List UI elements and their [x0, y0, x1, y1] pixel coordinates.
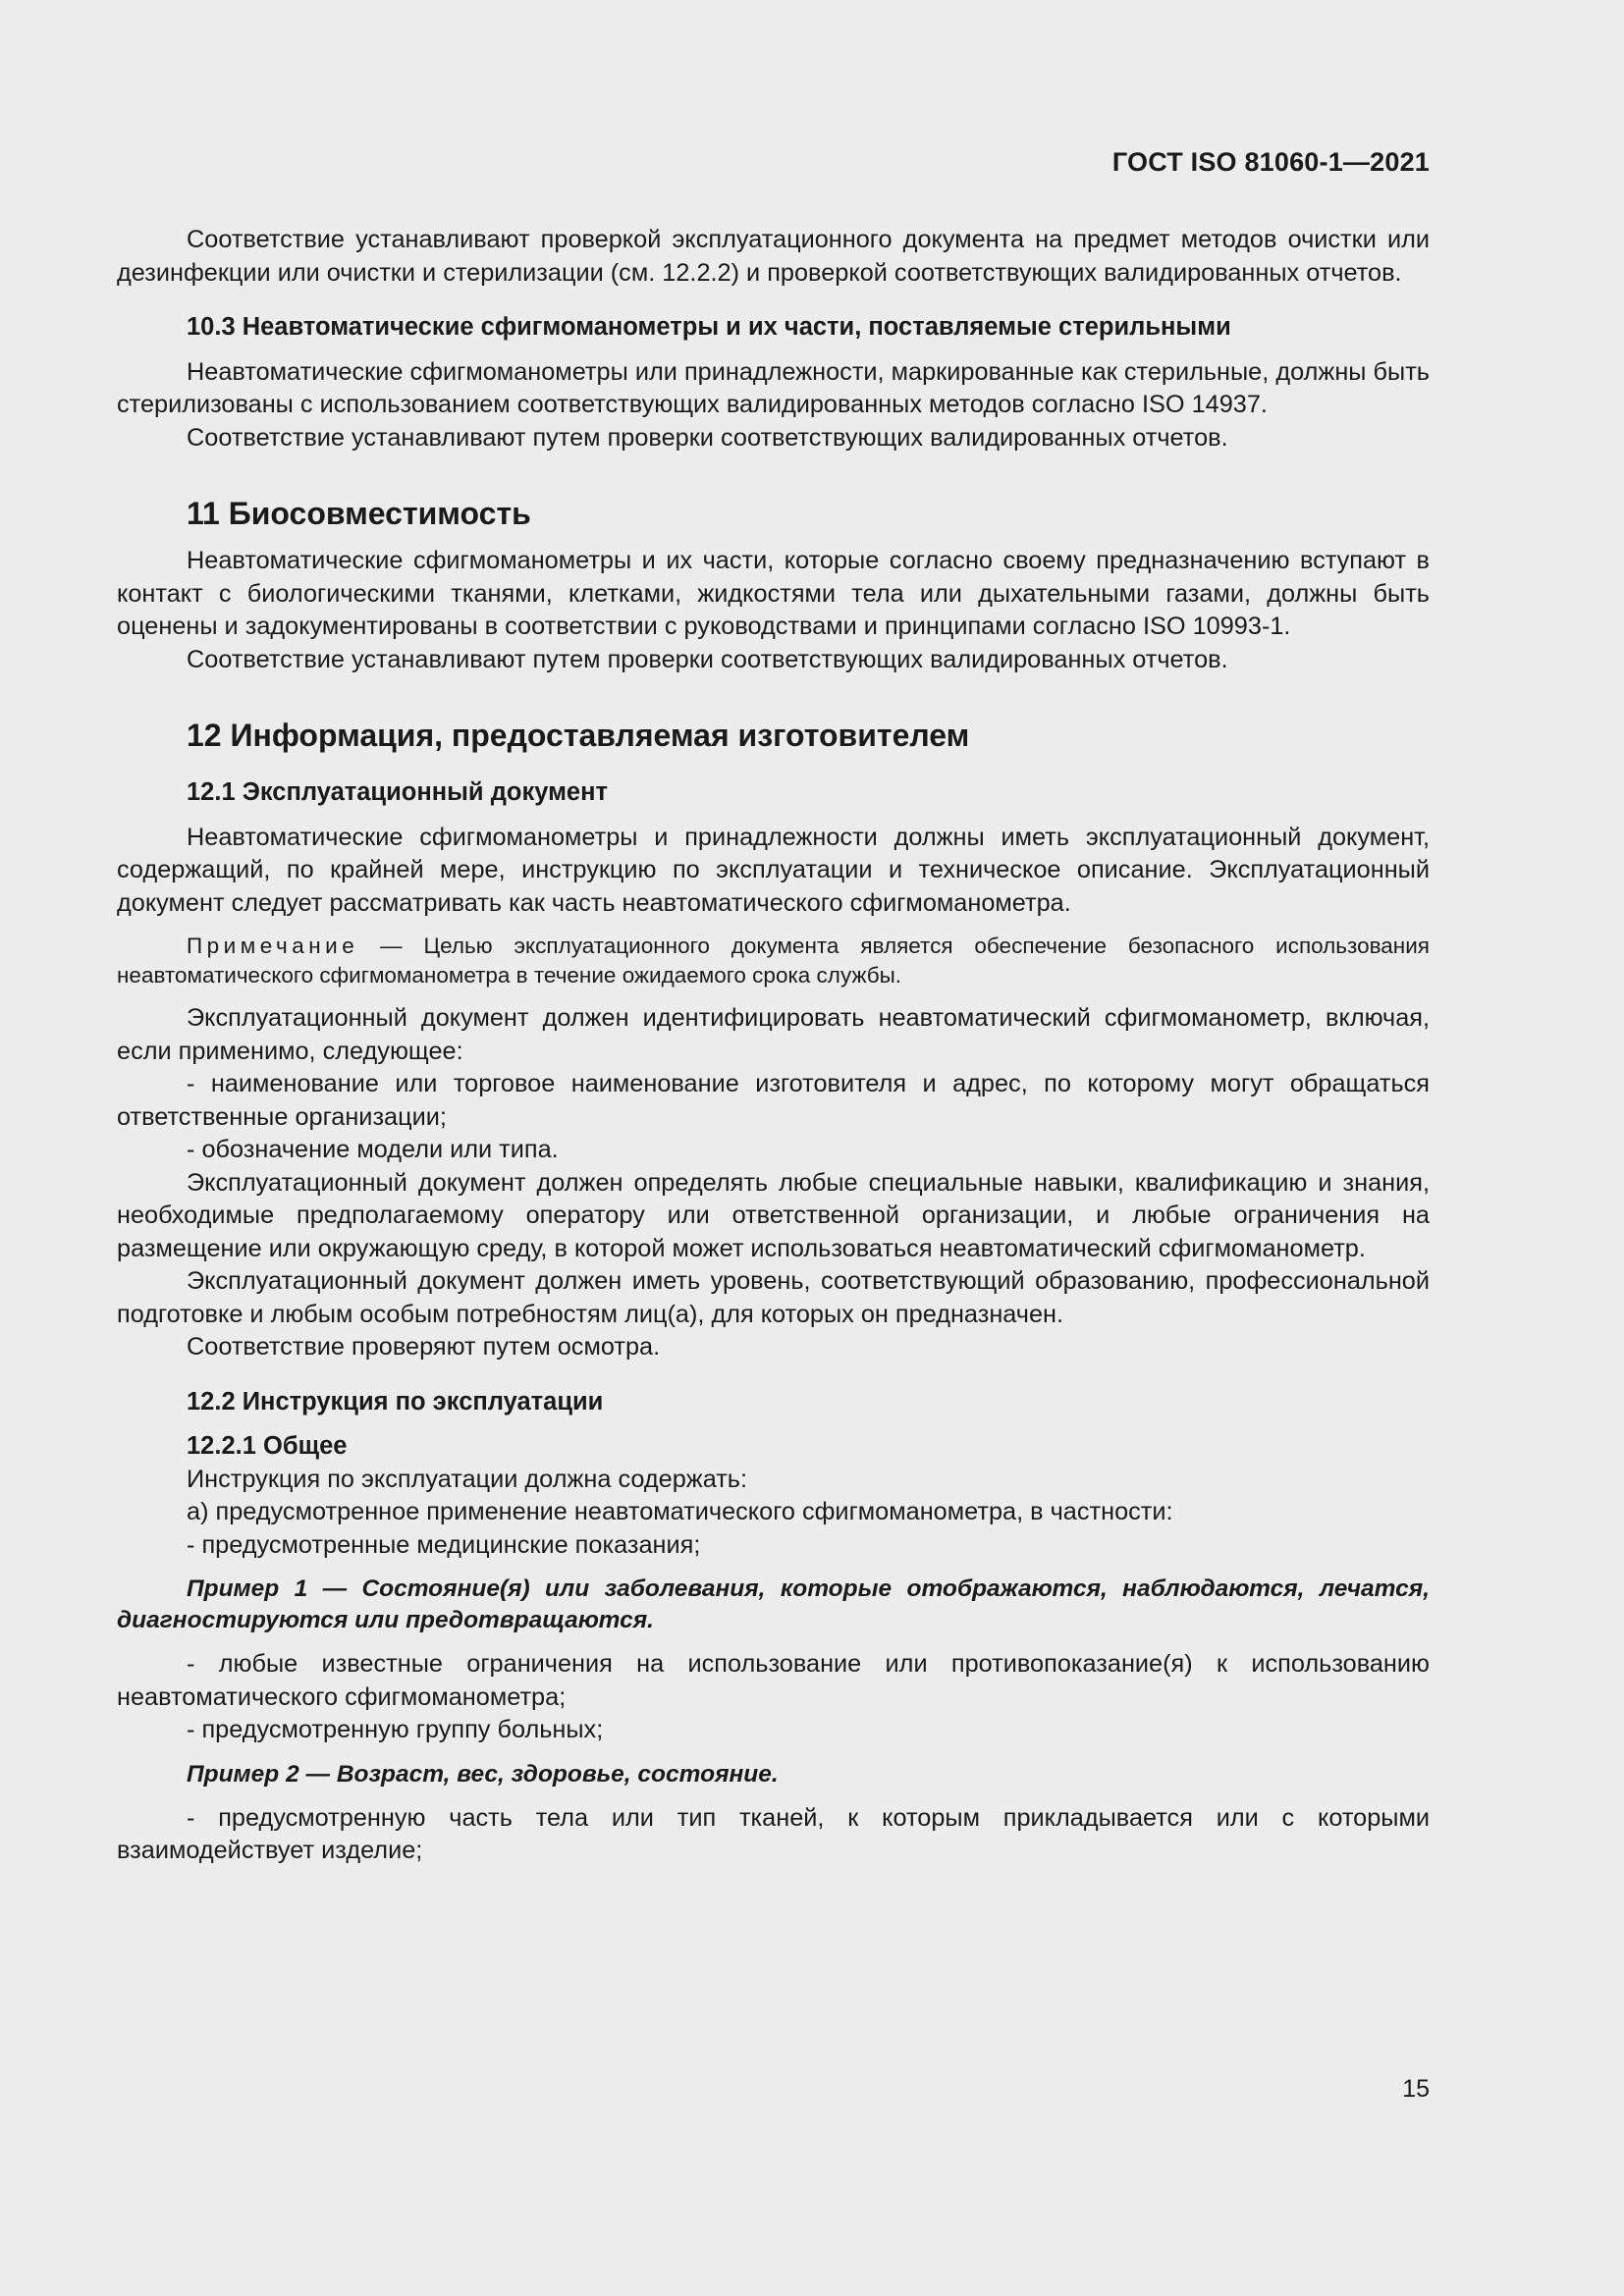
- section-12-1-paragraph-2: Эксплуатационный документ должен идентифицировать неавтоматический сфигмоманометр, включая, если применимо, следующее:: [117, 1004, 1430, 1065]
- note-label: Примечание: [187, 934, 359, 958]
- section-12-2-1-heading: 12.2.1 Общее: [187, 1432, 348, 1460]
- list-item-a: а) предусмотренное применение неавтоматического сфигмоманометра, в частности:: [187, 1498, 1173, 1525]
- list-item-model: - обозначение модели или типа.: [187, 1136, 559, 1163]
- section-12-1-paragraph-3: Эксплуатационный документ должен определять любые специальные навыки, квалификацию и знания, необходимые предполагаемому оператору или ответственной организации, и любые ограничения на размещение или окружающую среду, в которой может использоваться неавтоматический сфигмоманометр.: [117, 1168, 1430, 1262]
- list-item-indications: - предусмотренные медицинские показания;: [187, 1530, 701, 1559]
- section-10-3-heading: 10.3 Неавтоматические сфигмоманометры и их части, поставляемые стерильными: [187, 313, 1231, 341]
- list-item-patient-group: - предусмотренную группу больных;: [187, 1716, 604, 1743]
- list-item-manufacturer: - наименование или торговое наименование изготовителя и адрес, по которому могут обращаться ответственные организации;: [117, 1070, 1430, 1131]
- list-item-body-part: - предусмотренную часть тела или тип тканей, к которым прикладывается или с которыми взаимодействует изделие;: [117, 1803, 1430, 1864]
- list-item-contraindications: - любые известные ограничения на использование или противопоказание(я) к использованию неавтоматического сфигмоманометра;: [117, 1650, 1430, 1711]
- section-12-1-paragraph-4: Эксплуатационный документ должен иметь уровень, соответствующий образованию, профессиональной подготовке и любым особым потребностям лиц(а), для которых он предназначен.: [117, 1267, 1430, 1328]
- example-1: Пример 1 — Состояние(я) или заболевания, которые отображаются, наблюдаются, лечатся, диагностируются или предотвращаются.: [117, 1575, 1430, 1633]
- paragraph-conformance-cleaning: Соответствие устанавливают проверкой эксплуатационного документа на предмет методов очистки или дезинфекции или очистки и стерилизации (см. 12.2.2) и проверкой соответствующих валидированных отчетов.: [117, 226, 1430, 287]
- section-11-heading: 11 Биосовместимость: [187, 496, 531, 531]
- section-12-1-paragraph-5: Соответствие проверяют путем осмотра.: [187, 1333, 661, 1361]
- note-text: — Целью эксплуатационного документа является обеспечение безопасного использования неавтоматического сфигмоманометра в течение ожидаемого срока службы.: [117, 934, 1430, 988]
- section-12-1-paragraph-1: Неавтоматические сфигмоманометры и принадлежности должны иметь эксплуатационный документ, содержащий, по крайней мере, инструкцию по эксплуатации и техническое описание. Эксплуатационный документ следует рассматривать как часть неавтоматического сфигмоманометра.: [117, 823, 1430, 917]
- section-11-paragraph-2: Соответствие устанавливают путем проверки соответствующих валидированных отчетов.: [187, 645, 1228, 673]
- page-number: 15: [1402, 2075, 1430, 2103]
- section-12-1-heading: 12.1 Эксплуатационный документ: [187, 778, 609, 806]
- note: [117, 932, 1430, 990]
- document-body: [117, 224, 1430, 1868]
- section-12-2-heading: 12.2 Инструкция по эксплуатации: [187, 1387, 604, 1415]
- example-2: Пример 2 — Возраст, вес, здоровье, состояние.: [187, 1760, 779, 1788]
- section-12-heading: 12 Информация, предоставляемая изготовителем: [187, 718, 970, 753]
- section-11-paragraph-1: Неавтоматические сфигмоманометры и их части, которые согласно своему предназначению вступают в контакт с биологическими тканями, клетками, жидкостями тела или дыхательными газами, должны быть оценены и задокументированы в соответствии с руководствами и принципами согласно ISO 10993-1.: [117, 547, 1430, 640]
- section-10-3-paragraph-1: Неавтоматические сфигмоманометры или принадлежности, маркированные как стерильные, должны быть стерилизованы с использованием соответствующих валидированных методов согласно ISO 14937.: [117, 357, 1430, 418]
- document-header: ГОСТ ISO 81060-1—2021: [1111, 147, 1430, 177]
- section-12-2-1-paragraph-1: Инструкция по эксплуатации должна содержать:: [187, 1465, 748, 1493]
- section-10-3-paragraph-2: Соответствие устанавливают путем проверки соответствующих валидированных отчетов.: [187, 423, 1228, 452]
